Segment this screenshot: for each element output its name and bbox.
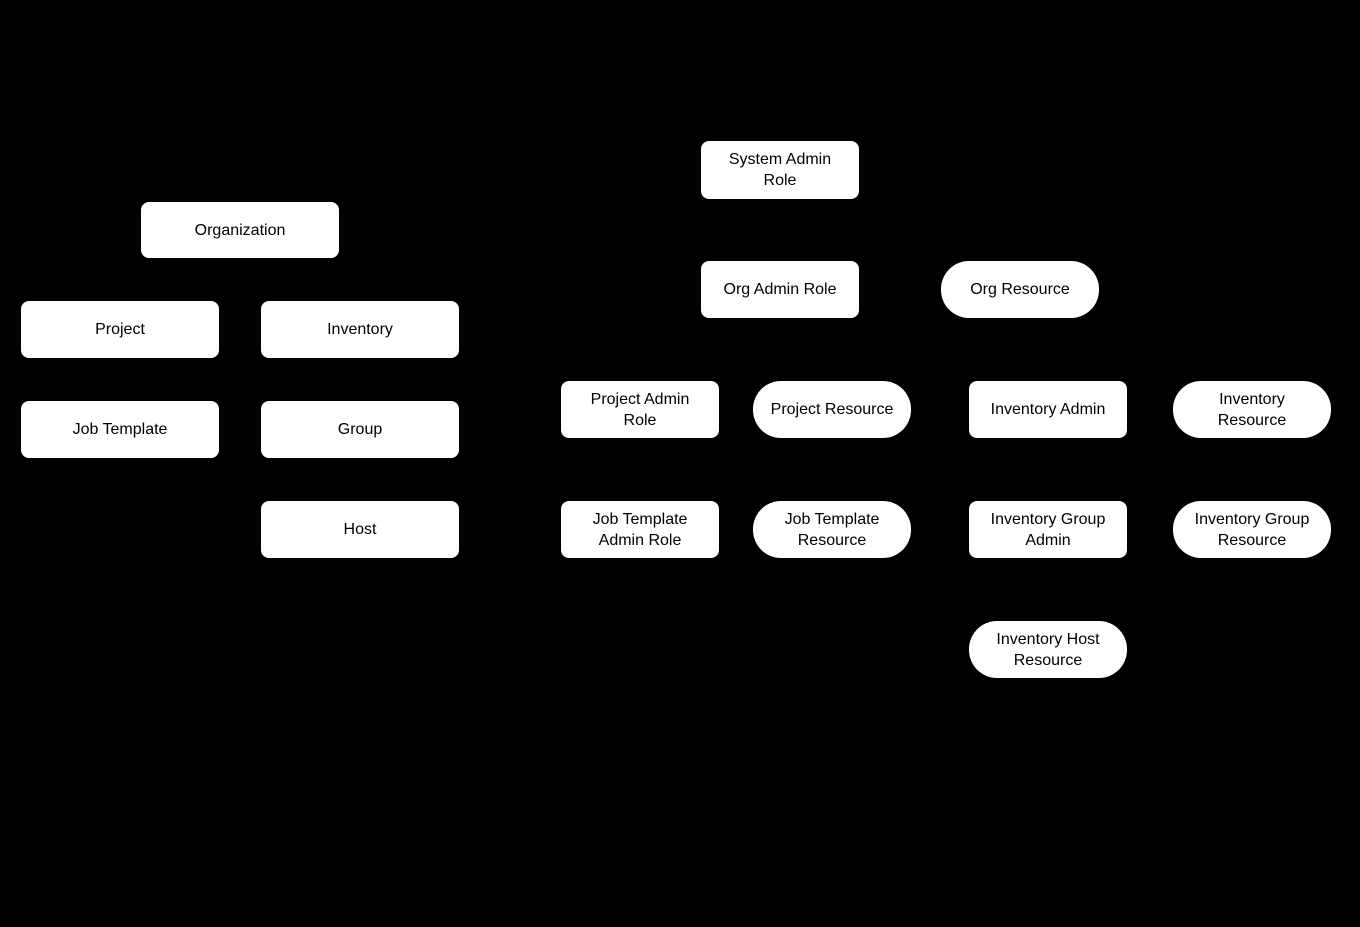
diagram-node-project-admin-role <box>561 381 719 438</box>
diagram-node-label: Project Admin Role <box>590 390 690 429</box>
diagram-node-organization <box>141 202 339 258</box>
diagram-node-label: Group <box>337 421 383 438</box>
diagram-node-label: Org Resource <box>970 281 1070 298</box>
diagram-node-label: Org Admin Role <box>723 281 837 298</box>
diagram-node-label: Project Resource <box>770 401 894 418</box>
diagram-node-label: Job Template Resource <box>784 510 880 549</box>
diagram-node-label: Inventory Host Resource <box>996 630 1100 669</box>
diagram-node-group <box>261 401 459 458</box>
diagram-node-label: Host <box>343 521 377 538</box>
diagram-node-label: Inventory Group Resource <box>1194 510 1310 549</box>
diagram-node-inventory-group-resource <box>1173 501 1331 558</box>
diagram-node-label: Project <box>95 321 145 338</box>
diagram-node-host <box>261 501 459 558</box>
diagram-node-project-resource <box>753 381 911 438</box>
diagram-node-job-template <box>21 401 219 458</box>
diagram-node-label: Job Template <box>72 421 168 438</box>
diagram-node-label: Inventory <box>327 321 393 338</box>
diagram-node-job-template-admin-role <box>561 501 719 558</box>
diagram-node-label: System Admin Role <box>728 151 832 189</box>
diagram-node-job-template-resource <box>753 501 911 558</box>
diagram-node-inventory-group-admin <box>969 501 1127 558</box>
diagram-node-project <box>21 301 219 358</box>
diagram-node-inventory-resource <box>1173 381 1331 438</box>
diagram-node-label: Job Template Admin Role <box>592 510 688 549</box>
diagram-node-inventory-host-resource <box>969 621 1127 678</box>
diagram-node-inventory <box>261 301 459 358</box>
diagram-node-system-admin-role <box>701 141 859 199</box>
diagram-node-label: Organization <box>194 221 286 239</box>
diagram-node-label: Inventory Group Admin <box>990 510 1106 549</box>
diagram-node-inventory-admin <box>969 381 1127 438</box>
diagram-node-org-resource <box>941 261 1099 318</box>
diagram-node-org-admin-role <box>701 261 859 318</box>
diagram-node-label: Inventory Resource <box>1217 390 1287 429</box>
diagram-node-label: Inventory Admin <box>990 401 1106 418</box>
